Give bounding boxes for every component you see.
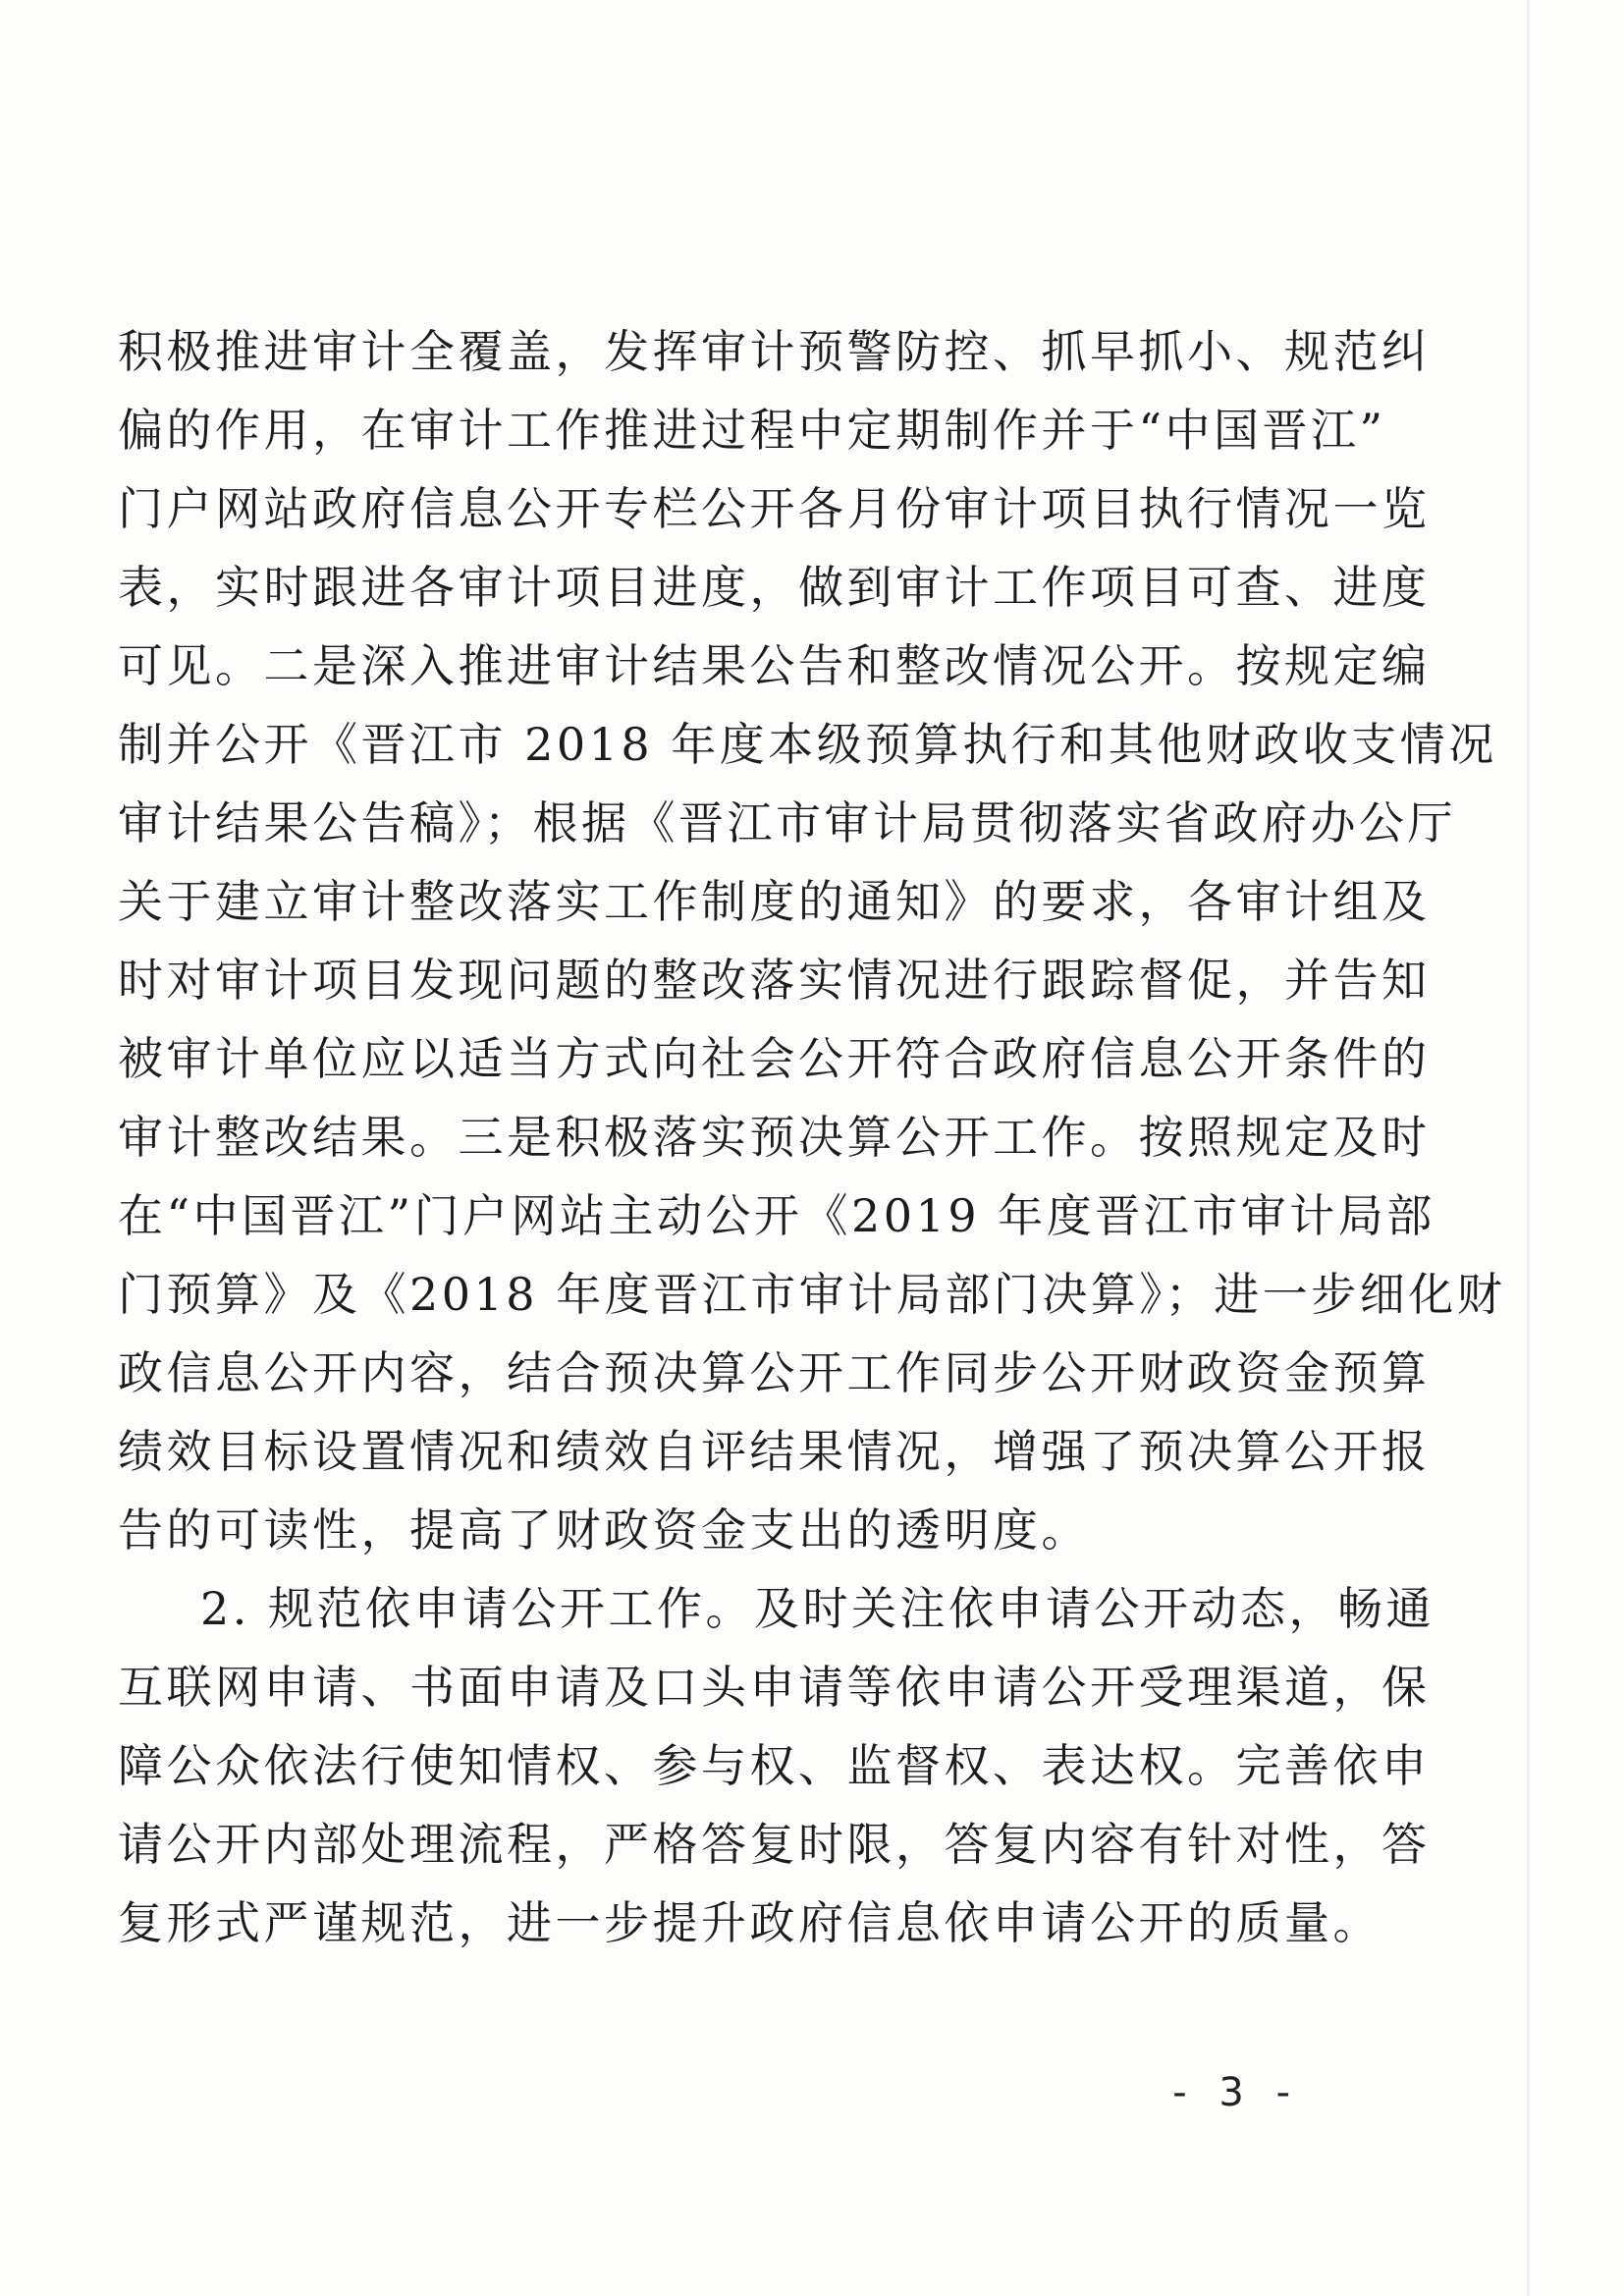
page-number: - 3 -: [1172, 2070, 1300, 2115]
text-line: 政信息公开内容，结合预决算公开工作同步公开财政资金预算: [118, 1346, 1431, 1399]
text-line: 告的可读性，提高了财政资金支出的透明度。: [118, 1503, 1090, 1557]
text-line: 积极推进审计全覆盖，发挥审计预警防控、抓早抓小、规范纠: [118, 325, 1431, 378]
text-line: 门预算》及《2018 年度晋江市审计局部门决算》；进一步细化财: [118, 1268, 1506, 1321]
text-line: 审计结果公告稿》；根据《晋江市审计局贯彻落实省政府办公厅: [118, 796, 1456, 849]
text-line: 偏的作用，在审计工作推进过程中定期制作并于“中国晋江”: [118, 404, 1386, 457]
text-line: 审计整改结果。三是积极落实预决算公开工作。按照规定及时: [118, 1111, 1431, 1164]
text-line: 障公众依法行使知情权、参与权、监督权、表达权。完善依申: [118, 1739, 1431, 1792]
text-line: 时对审计项目发现问题的整改落实情况进行跟踪督促，并告知: [118, 954, 1431, 1007]
text-line: 可见。二是深入推进审计结果公告和整改情况公开。按规定编: [118, 639, 1431, 692]
body-text: [118, 312, 1506, 1962]
text-line: 表，实时跟进各审计项目进度，做到审计工作项目可查、进度: [118, 561, 1431, 614]
text-line: 关于建立审计整改落实工作制度的通知》的要求，各审计组及: [118, 875, 1431, 928]
text-line: 被审计单位应以适当方式向社会公开符合政府信息公开条件的: [118, 1032, 1431, 1085]
text-line: 复形式严谨规范，进一步提升政府信息依申请公开的质量。: [118, 1896, 1381, 1949]
text-line: 制并公开《晋江市 2018 年度本级预算执行和其他财政收支情况: [118, 718, 1497, 771]
text-line: 绩效目标设置情况和绩效自评结果情况，增强了预决算公开报: [118, 1425, 1431, 1478]
text-line: 门户网站政府信息公开专栏公开各月份审计项目执行情况一览: [118, 482, 1431, 535]
text-line: 互联网申请、书面申请及口头申请等依申请公开受理渠道，保: [118, 1661, 1431, 1714]
text-line: 请公开内部处理流程，严格答复时限，答复内容有针对性，答: [118, 1818, 1431, 1871]
text-line: 在“中国晋江”门户网站主动公开《2019 年度晋江市审计局部: [118, 1189, 1435, 1242]
scan-edge-shadow: [1527, 0, 1530, 2296]
text-line: 2. 规范依申请公开工作。及时关注依申请公开动态，畅通: [200, 1582, 1435, 1635]
